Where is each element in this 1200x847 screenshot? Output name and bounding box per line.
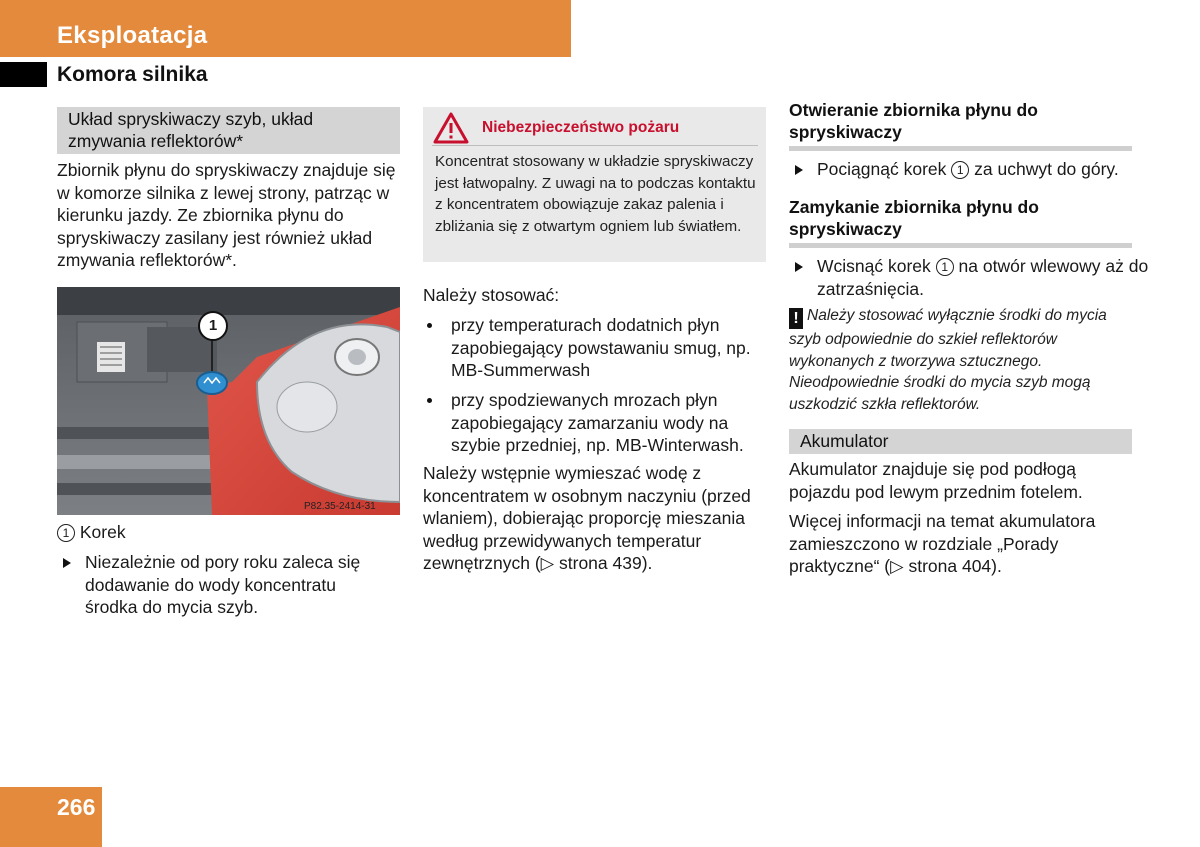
legend-number-badge: 1: [57, 524, 75, 542]
washer-system-heading: Układ spryskiwaczy szyb, układ zmywania reflektorów*: [57, 107, 400, 154]
fire-warning-box: [423, 107, 766, 262]
warning-text: Koncentrat stosowany w układzie spryskiwaczy jest łatwopalny. Z uwagi na to podczas kontaktu z koncentratem obowiązuje zakaz palenia i zbliżania się z otwartym ogniem lub światłem.: [435, 153, 756, 235]
battery-heading: Akumulator: [789, 429, 1132, 454]
note-text: Należy stosować wyłącznie środki do mycia szyb odpowiednie do szkieł reflektorów wykonanych z tworzywa sztucznego. Nieodpowiednie środki do mycia szyb mogą uszkodzić szkła reflektorów.: [789, 307, 1107, 413]
callout-marker: 1: [198, 311, 228, 341]
instruction-text: Niezależnie od pory roku zaleca się dodawanie do wody koncentratu środka do mycia szyb.: [85, 552, 361, 617]
battery-text: Akumulator znajduje się pod podłogą pojazdu pod lewym przednim fotelem.: [789, 459, 1083, 502]
arrow-icon: [63, 558, 71, 568]
bullet-winter: [423, 389, 766, 457]
step-text: Wcisnąć korek: [817, 256, 931, 276]
section-title: Komora silnika: [57, 63, 208, 86]
step-text: Pociągnąć korek: [817, 159, 947, 179]
engine-bay-figure: [57, 287, 400, 515]
bullet-text: przy spodziewanych mrozach płyn zapobiegający zamarzaniu wody na szybie przedniej, np. MB-Winterwash.: [451, 390, 744, 455]
bullet-dot: [427, 323, 432, 328]
figure-code: P82.35-2414-31: [304, 501, 376, 512]
section-marker: [0, 62, 47, 87]
open-step: [789, 158, 1160, 181]
mixing-text: Należy wstępnie wymieszać wodę z koncentratem w osobnym naczyniu (przed wlaniem), dobierając proporcję mieszania według przewidywanych temperatur zewnętrznych (▷ strona 439).: [423, 463, 751, 573]
engine-bay-illustration: [57, 287, 400, 515]
figure-legend: [57, 521, 126, 544]
heading-rule: [789, 243, 1132, 248]
bullet-summer: [423, 314, 766, 382]
arrow-icon: [795, 165, 803, 175]
close-tank-heading: Zamykanie zbiornika płynu do spryskiwaczy: [789, 197, 1039, 239]
warning-divider: [432, 145, 758, 146]
page-number: 266: [57, 794, 96, 820]
legend-label: Korek: [79, 522, 126, 542]
instruction-step: [57, 551, 385, 619]
number-badge: 1: [936, 258, 954, 276]
bullet-text: przy temperaturach dodatnich płyn zapobiegający powstawaniu smug, np. MB-Summerwash: [451, 315, 751, 380]
close-step: [789, 255, 1160, 300]
step-text: za uchwyt do góry.: [974, 159, 1119, 179]
warning-triangle-icon: [433, 112, 469, 144]
exclamation-icon: !: [789, 308, 803, 329]
use-label: Należy stosować:: [423, 285, 560, 305]
caution-note: [789, 305, 1132, 415]
number-badge: 1: [951, 161, 969, 179]
washer-intro-text: Zbiornik płynu do spryskiwaczy znajduje się w komorze silnika z lewej strony, patrząc w kierunku jazdy. Ze zbiornika płynu do spryskiwaczy zasilany jest również układ zmywania reflektorów*.: [57, 160, 396, 270]
battery-more-info: Więcej informacji na temat akumulatora zamieszczono w rozdziale „Porady praktyczne“ (▷ strona 404).: [789, 511, 1096, 576]
bullet-dot: [427, 398, 432, 403]
step-text: na otwór wlewowy aż do zatrzaśnięcia.: [817, 256, 1149, 299]
heading-rule: [789, 146, 1132, 151]
open-tank-heading: Otwieranie zbiornika płynu do spryskiwaczy: [789, 100, 1038, 142]
warning-title: Niebezpieczeństwo pożaru: [482, 119, 680, 136]
arrow-icon: [795, 262, 803, 272]
chapter-title: Eksploatacja: [57, 22, 208, 49]
